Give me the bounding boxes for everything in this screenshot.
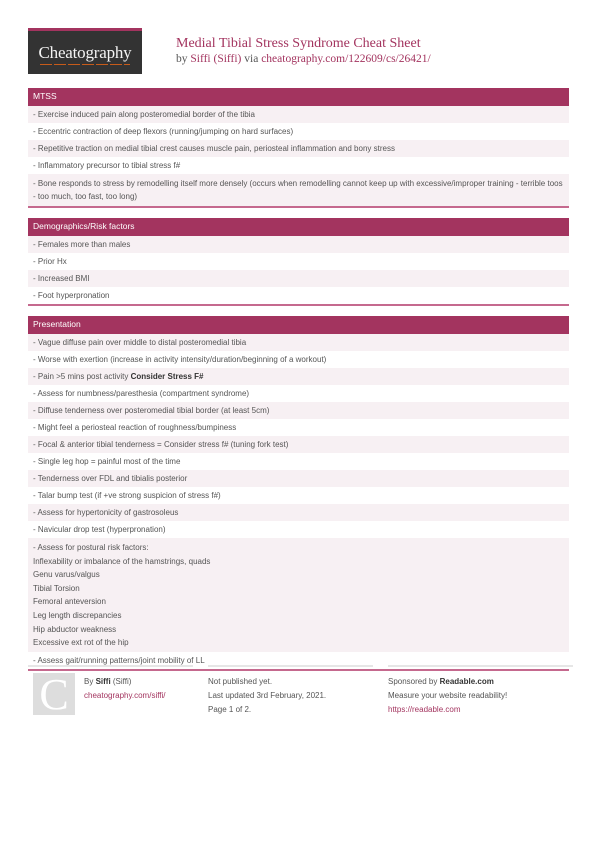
list-item: - Bone responds to stress by remodelling itself more densely (occurs when remodelling cannot keep up with excessive/improper training - terrible toos - too much, too fast, too long)	[28, 174, 569, 206]
list-item: - Foot hyperpronation	[28, 287, 569, 304]
section-title: Presentation	[28, 316, 569, 334]
list-item-postural	[28, 538, 569, 652]
list-item: - Diffuse tenderness over posteromedial tibial border (at least 5cm)	[28, 402, 569, 419]
list-item-line: Hip abductor weakness	[33, 624, 117, 634]
list-item-line: Leg length discrepancies	[33, 610, 122, 620]
list-item	[28, 368, 569, 385]
section-mtss	[28, 88, 569, 208]
list-item: - Vague diffuse pain over middle to distal posteromedial tibia	[28, 334, 569, 351]
sponsor-name: Readable.com	[439, 677, 494, 686]
sponsor-tagline: Measure your website readability!	[388, 691, 508, 700]
list-item: - Increased BMI	[28, 270, 569, 287]
author-name: Siffi	[95, 677, 111, 686]
list-item: - Worse with exertion (increase in activity intensity/duration/beginning of a workout)	[28, 351, 569, 368]
list-item-line: Genu varus/valgus	[33, 570, 100, 580]
list-item-line: Femoral anteversion	[33, 597, 106, 607]
footer-sponsor	[388, 665, 573, 717]
logo-underline	[40, 64, 131, 65]
cheatography-logo[interactable]	[28, 28, 142, 74]
publish-status: Not published yet.	[208, 677, 273, 686]
list-item: - Tenderness over FDL and tibialis posterior	[28, 470, 569, 487]
title-block	[176, 36, 431, 67]
page-title: Medial Tibial Stress Syndrome Cheat Sheet	[176, 36, 421, 51]
section-title: Demographics/Risk factors	[28, 218, 569, 236]
list-item: - Single leg hop = painful most of the time	[28, 453, 569, 470]
by-label: By	[84, 677, 96, 686]
footer-author-text	[84, 675, 193, 703]
author-profile-link[interactable]: cheatography.com/siffi/	[84, 691, 166, 700]
sponsor-line	[388, 675, 573, 689]
page-subtitle	[176, 52, 431, 67]
section-demographics	[28, 218, 569, 306]
list-item: - Prior Hx	[28, 253, 569, 270]
author-handle: (Siffi)	[110, 677, 132, 686]
page-number: Page 1 of 2.	[208, 705, 252, 714]
footer-status	[208, 665, 373, 717]
list-item-line: Inflexability or imbalance of the hamstrings, quads	[33, 556, 211, 566]
sheet-url-link[interactable]: cheatography.com/122609/cs/26421/	[261, 53, 431, 65]
list-item: - Inflammatory precursor to tibial stress f#	[28, 157, 569, 174]
page-footer	[28, 665, 573, 725]
via-label: via	[241, 53, 262, 65]
logo-text: Cheatography	[39, 43, 132, 63]
section-title: MTSS	[28, 88, 569, 106]
footer-author	[28, 665, 193, 719]
list-item: - Repetitive traction on medial tibial crest causes muscle pain, periosteal inflammation and bony stress	[28, 140, 569, 157]
list-item-line: Excessive ext rot of the hip	[33, 638, 129, 648]
list-item-line: Tibial Torsion	[33, 583, 80, 593]
sponsor-link[interactable]: https://readable.com	[388, 705, 461, 714]
section-presentation	[28, 316, 569, 671]
footer-by-line	[84, 675, 193, 689]
list-item: - Females more than males	[28, 236, 569, 253]
last-updated: Last updated 3rd February, 2021.	[208, 691, 327, 700]
page-header	[28, 28, 573, 76]
list-item: - Assess for hypertonicity of gastrosoleus	[28, 504, 569, 521]
list-item-line: - Assess for postural risk factors:	[33, 543, 149, 552]
list-item: - Assess gait/running patterns/joint mobility of LL	[28, 652, 569, 669]
avatar: C	[33, 673, 75, 715]
list-item: - Assess for numbness/paresthesia (compartment syndrome)	[28, 385, 569, 402]
author-link[interactable]: Siffi (Siffi)	[190, 53, 242, 65]
cheat-sheet-content	[28, 88, 569, 679]
list-item: - Might feel a periosteal reaction of roughness/bumpiness	[28, 419, 569, 436]
list-item: - Focal & anterior tibial tenderness = Consider stress f# (tuning fork test)	[28, 436, 569, 453]
list-item: - Exercise induced pain along posteromedial border of the tibia	[28, 106, 569, 123]
list-item-text: - Pain >5 mins post activity	[33, 372, 131, 381]
list-item: - Eccentric contraction of deep flexors (running/jumping on hard surfaces)	[28, 123, 569, 140]
sponsor-label: Sponsored by	[388, 677, 440, 686]
by-label: by	[176, 53, 191, 65]
list-item: - Navicular drop test (hyperpronation)	[28, 521, 569, 538]
list-item-bold: Consider Stress F#	[130, 372, 204, 381]
list-item: - Talar bump test (if +ve strong suspicion of stress f#)	[28, 487, 569, 504]
